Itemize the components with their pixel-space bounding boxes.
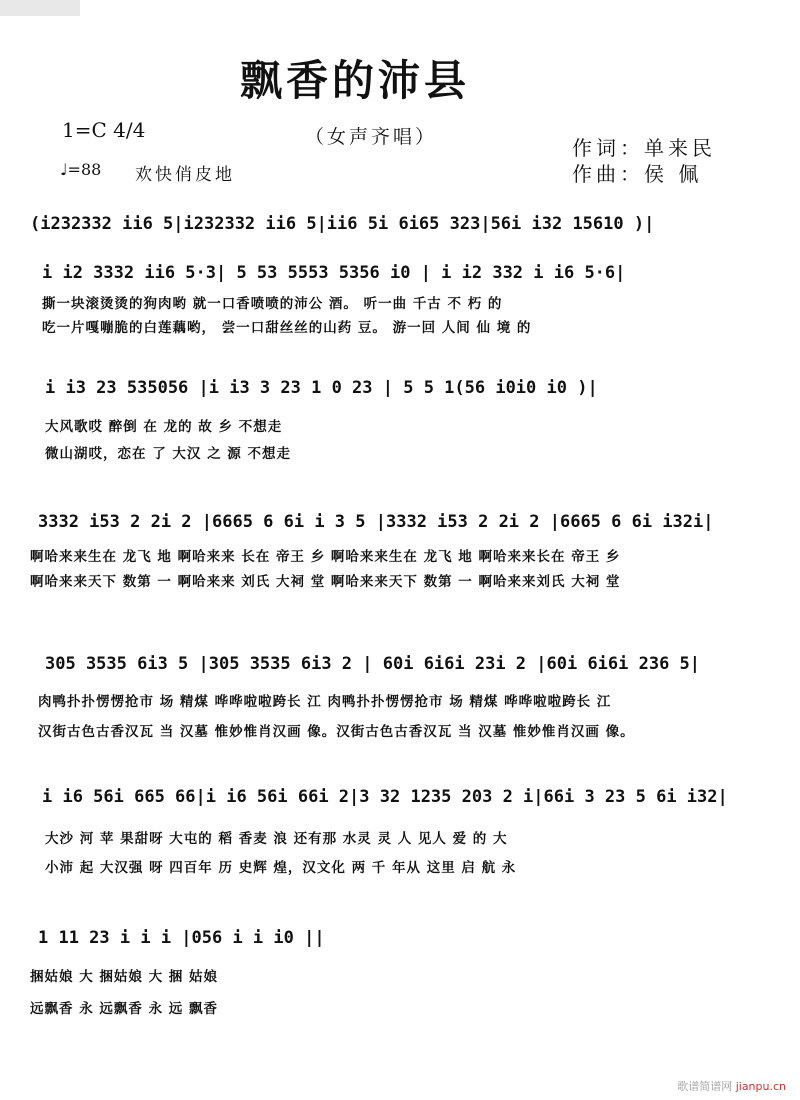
tempo-marking: ♩=88 [60, 160, 102, 179]
lyric-line: 吃一片嘎嘣脆的白莲藕哟， 尝一口甜丝丝的山药 豆。 游一回 人间 仙 境 的 [42, 320, 532, 336]
lyric-line: 撕一块滚烫烫的狗肉哟 就一口香喷喷的沛公 酒。 听一曲 千古 不 朽 的 [42, 296, 503, 312]
key-signature: 1=C 4/4 [62, 118, 146, 142]
lyric-line: 肉鸭扑扑愣愣抢市 场 精煤 哗哗啦啦跨长 江 肉鸭扑扑愣愣抢市 场 精煤 哗哗啦啦跨长 江 [38, 694, 612, 710]
lyric-line: 大沙 河 苹 果甜呀 大屯的 稻 香麦 浪 还有那 水灵 灵 人 见人 爱 的 大 [45, 831, 508, 847]
voice-type: （女声齐唱） [305, 126, 438, 148]
expression-marking: 欢快俏皮地 [135, 165, 235, 185]
composer-credit: 作曲：侯 佩 [572, 162, 703, 186]
lyric-line: 远飘香 永 远飘香 永 远 飘香 [30, 1001, 218, 1017]
notation-line: 305 3535 6i3 5 |305 3535 6i3 2 | 60i 6i6i 23i 2 |60i 6i6i 236 5| [45, 654, 701, 674]
lyric-line: 汉街古色古香汉瓦 当 汉墓 惟妙惟肖汉画 像。汉街古色古香汉瓦 当 汉墓 惟妙惟肖汉画 像。 [38, 724, 635, 740]
corner-label [0, 0, 80, 16]
lyricist-credit: 作词：单来民 [572, 136, 716, 160]
lyric-line: 啊哈来来生在 龙飞 地 啊哈来来 长在 帝王 乡 啊哈来来生在 龙飞 地 啊哈来来长在 帝王 乡 [30, 549, 621, 565]
footer-site-name: 歌谱简谱网 [677, 1080, 733, 1093]
notation-line: 1 11 23 i i i |056 i i i0 || [38, 928, 325, 948]
notation-line: (i232332 ii6 5|i232332 ii6 5|ii6 5i 6i65 323|56i i32 15610 )| [30, 214, 655, 234]
song-title: 飘香的沛县 [240, 56, 471, 105]
notation-line: 3332 i53 2 2i 2 |6665 6 6i i 3 5 |3332 i53 2 2i 2 |6665 6 6i i32i| [38, 512, 714, 532]
lyric-line: 啊哈来来天下 数第 一 啊哈来来 刘氏 大祠 堂 啊哈来来天下 数第 一 啊哈来来刘氏 大祠 堂 [30, 574, 621, 590]
notation-line: i i2 3332 ii6 5·3| 5 53 5553 5356 i0 | i i2 332 i i6 5·6| [42, 263, 626, 283]
lyric-line: 小沛 起 大汉强 呀 四百年 历 史辉 煌，汉文化 两 千 年从 这里 启 航 永 [45, 860, 517, 876]
notation-line: i i3 23 535056 |i i3 3 23 1 0 23 | 5 5 1(56 i0i0 i0 )| [45, 378, 598, 398]
notation-line: i i6 56i 665 66|i i6 56i 66i 2|3 32 1235 203 2 i|66i 3 23 5 6i i32| [42, 787, 728, 807]
lyric-line: 捆姑娘 大 捆姑娘 大 捆 姑娘 [30, 969, 218, 985]
footer-site-url: jianpu.cn [735, 1080, 786, 1093]
lyric-line: 大风歌哎 醉倒 在 龙的 故 乡 不想走 [45, 419, 283, 435]
watermark-footer [677, 1078, 786, 1094]
lyric-line: 微山湖哎，恋在 了 大汉 之 源 不想走 [45, 446, 291, 462]
